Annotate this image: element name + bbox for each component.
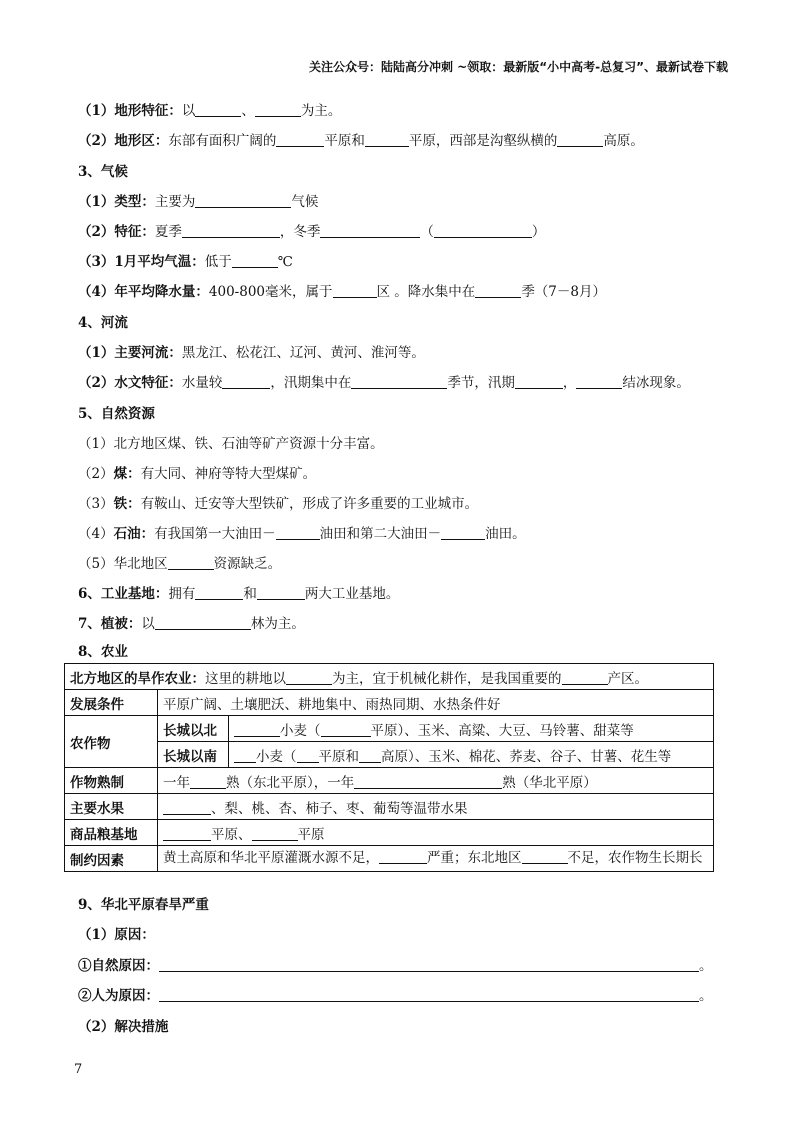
- january-temperature-label: （3）1月平均气温：: [78, 254, 205, 270]
- measures-heading: （2）解决措施: [78, 1019, 169, 1035]
- fill-blank[interactable]: [276, 526, 320, 540]
- hydrology-line: [78, 371, 690, 391]
- fill-blank[interactable]: [195, 103, 241, 117]
- terrain-feature-label: （1）地形特征：: [78, 103, 182, 119]
- climate-heading: 3、气候: [78, 164, 128, 180]
- table-row: [65, 846, 714, 872]
- fill-blank[interactable]: [168, 556, 214, 570]
- text: 不足，农作物生长期长: [567, 850, 703, 866]
- fill-blank[interactable]: [320, 224, 420, 238]
- text: 油田。: [485, 526, 526, 542]
- text: 这里的耕地以: [205, 670, 286, 687]
- fill-blank[interactable]: [155, 616, 251, 630]
- cause-heading: （1）原因：: [78, 927, 155, 943]
- climate-feature-line: [78, 220, 545, 240]
- fill-blank[interactable]: [195, 194, 291, 208]
- text: ℃: [277, 254, 293, 270]
- text: 有鞍山、迁安等大型铁矿，形成了许多重要的工业城市。: [140, 496, 479, 512]
- south-of-wall-label: 长城以南: [158, 742, 229, 768]
- climate-type-label: （1）类型：: [78, 194, 155, 210]
- fill-blank[interactable]: [321, 723, 371, 737]
- text: 季节，汛期: [447, 375, 515, 391]
- fill-blank[interactable]: [276, 133, 324, 147]
- fill-blank[interactable]: [163, 801, 211, 815]
- terrain-region-label: （2）地形区：: [78, 133, 169, 149]
- text: 区 。降水集中在: [376, 284, 476, 300]
- fill-blank[interactable]: [576, 375, 622, 389]
- rivers-heading: 4、河流: [78, 315, 128, 331]
- precipitation-line: [78, 280, 606, 300]
- text: 水量较: [181, 375, 223, 391]
- text: 以: [181, 103, 196, 119]
- text: 。: [699, 988, 713, 1004]
- fill-blank[interactable]: [557, 133, 603, 147]
- table-row: [65, 664, 714, 690]
- resources-line-1: （1）北方地区煤、铁、石油等矿产资源十分丰富。: [78, 436, 384, 452]
- text: （5）华北地区: [78, 556, 168, 572]
- fill-blank[interactable]: [163, 827, 211, 841]
- constraints-value: [158, 846, 714, 872]
- text: 有大同、神府等特大型煤矿。: [140, 466, 317, 482]
- text: 、: [241, 103, 255, 119]
- text: ）: [531, 224, 546, 240]
- crops-label: 农作物: [65, 716, 158, 768]
- fill-blank[interactable]: [475, 284, 521, 298]
- south-of-wall-value: [229, 742, 714, 768]
- fill-blank[interactable]: [182, 224, 280, 238]
- fill-blank[interactable]: [234, 723, 280, 737]
- climate-type-line: [78, 190, 318, 210]
- text: 拥有: [168, 586, 196, 602]
- fill-blank[interactable]: [379, 850, 427, 864]
- text: 黄土高原和华北平原灌溉水源不足，: [163, 850, 379, 866]
- fill-blank[interactable]: [286, 671, 332, 685]
- text: 平原和: [324, 133, 365, 149]
- text: 小麦（: [256, 748, 297, 765]
- industry-line: [78, 582, 399, 602]
- conditions-value: 平原广阔、土壤肥沃、耕地集中、雨热同期、水热条件好: [158, 690, 714, 716]
- text: 严重；东北地区: [427, 850, 522, 866]
- text: 东部有面积广阔的: [168, 133, 277, 149]
- coal-label: 煤：: [113, 466, 141, 482]
- agriculture-heading: 8、农业: [78, 644, 128, 660]
- text: 高原）、玉米、棉花、荞麦、谷子、甘薯、花生等: [381, 748, 672, 765]
- text: （4）: [78, 526, 114, 542]
- text: （: [420, 224, 434, 240]
- fill-blank[interactable]: [434, 224, 532, 238]
- vegetation-label: 7、植被：: [78, 616, 142, 632]
- text: 主要为: [154, 194, 196, 210]
- agriculture-table: [64, 663, 714, 872]
- text: 一年: [163, 774, 190, 791]
- answer-line[interactable]: [159, 988, 699, 1002]
- text: 平原，西部是沟壑纵横的: [408, 133, 558, 149]
- text: ，冬季: [279, 224, 321, 240]
- text: 熟（华北平原）: [502, 774, 597, 791]
- text: （2）: [78, 466, 114, 482]
- oil-line: [78, 522, 526, 542]
- text: 和: [243, 586, 257, 602]
- resources-heading: 5、自然资源: [78, 406, 155, 422]
- dryland-farming-label: 北方地区的旱作农业：: [70, 670, 205, 687]
- human-cause-line: [78, 984, 713, 1004]
- fill-blank[interactable]: [365, 133, 409, 147]
- text: ，: [562, 375, 577, 391]
- text: 熟（东北平原），一年: [226, 774, 355, 791]
- terrain-feature-line: [78, 99, 341, 119]
- fill-blank[interactable]: [297, 749, 319, 763]
- text: 平原: [297, 826, 325, 843]
- dryland-farming-cell: [65, 664, 714, 690]
- natural-cause-line: [78, 954, 713, 974]
- coal-line: [78, 462, 316, 482]
- fill-blank[interactable]: [354, 775, 502, 789]
- fill-blank[interactable]: [255, 103, 301, 117]
- text: 季（7－8月）: [521, 284, 606, 300]
- water-line: [78, 552, 281, 572]
- conditions-label: 发展条件: [65, 690, 158, 716]
- fill-blank[interactable]: [232, 254, 278, 268]
- table-row: [65, 794, 714, 820]
- iron-label: 铁：: [113, 496, 141, 512]
- fruits-label: 主要水果: [65, 794, 158, 820]
- fill-blank[interactable]: [562, 671, 608, 685]
- text: 夏季: [154, 224, 182, 240]
- text: 低于: [204, 254, 232, 270]
- table-row: [65, 820, 714, 846]
- text: 平原）、玉米、高粱、大豆、马铃薯、甜菜等: [370, 722, 634, 739]
- fill-blank[interactable]: [252, 827, 298, 841]
- text: 油田和第二大油田－: [319, 526, 442, 542]
- constraints-label: 制约因素: [65, 846, 158, 872]
- text: 产区。: [607, 670, 648, 687]
- ripening-label: 作物熟制: [65, 768, 158, 794]
- fill-blank[interactable]: [522, 850, 568, 864]
- text: 以: [141, 616, 155, 632]
- fill-blank[interactable]: [257, 586, 305, 600]
- fill-blank[interactable]: [359, 749, 381, 763]
- hydrology-label: （2）水文特征：: [78, 375, 182, 391]
- text: 400-800毫米，属于: [208, 284, 333, 300]
- january-temperature-line: [78, 250, 293, 270]
- north-of-wall-label: 长城以北: [158, 716, 229, 742]
- page-number: 7: [74, 1062, 83, 1077]
- table-row: [65, 768, 714, 794]
- north-of-wall-value: [229, 716, 714, 742]
- vegetation-line: [78, 612, 305, 632]
- text: 。: [699, 958, 713, 974]
- text: 气候: [291, 194, 319, 210]
- terrain-region-line: [78, 129, 644, 149]
- text: （3）: [78, 496, 114, 512]
- oil-label: 石油：: [113, 526, 155, 542]
- text: 林为主。: [250, 616, 305, 632]
- text: 、梨、桃、杏、柿子、枣、葡萄等温带水果: [211, 800, 468, 817]
- table-row: [65, 742, 714, 768]
- text: 平原和: [318, 748, 359, 765]
- fill-blank[interactable]: [441, 526, 485, 540]
- grain-base-value: [158, 820, 714, 846]
- main-rivers-line: [78, 341, 425, 361]
- industry-label: 6、工业基地：: [78, 586, 169, 602]
- human-cause-label: ②人为原因：: [78, 988, 159, 1004]
- fill-blank[interactable]: [515, 375, 563, 389]
- text: 为主。: [300, 103, 342, 119]
- iron-line: [78, 492, 478, 512]
- text: 为主，宜于机械化耕作，是我国重要的: [332, 670, 562, 687]
- natural-cause-label: ①自然原因：: [78, 958, 159, 974]
- fill-blank[interactable]: [195, 586, 243, 600]
- ripening-value: [158, 768, 714, 794]
- drought-heading: 9、华北平原春旱严重: [78, 897, 209, 913]
- answer-line[interactable]: [159, 958, 699, 972]
- text: 资源缺乏。: [213, 556, 282, 572]
- text: 有我国第一大油田－: [154, 526, 276, 542]
- fruits-value: [158, 794, 714, 820]
- text: ，汛期集中在: [270, 375, 352, 391]
- fill-blank[interactable]: [333, 284, 377, 298]
- fill-blank[interactable]: [222, 375, 270, 389]
- table-row: [65, 716, 714, 742]
- table-row: [65, 690, 714, 716]
- fill-blank[interactable]: [234, 749, 256, 763]
- fill-blank[interactable]: [351, 375, 447, 389]
- text: 结冰现象。: [622, 375, 690, 391]
- grain-base-label: 商品粮基地: [65, 820, 158, 846]
- text: 高原。: [603, 133, 644, 149]
- text: 平原、: [211, 826, 252, 843]
- fill-blank[interactable]: [190, 775, 226, 789]
- precipitation-label: （4）年平均降水量：: [78, 284, 209, 300]
- page-header: 关注公众号：陆陆高分冲刺 ~领取：最新版“小中高考-总复习”、最新试卷下载: [309, 60, 728, 74]
- main-rivers-label: （1）主要河流：: [78, 345, 182, 361]
- text: 小麦（: [280, 722, 321, 739]
- text: 两大工业基地。: [304, 586, 400, 602]
- climate-feature-label: （2）特征：: [78, 224, 155, 240]
- text: 黑龙江、松花江、辽河、黄河、淮河等。: [181, 345, 425, 361]
